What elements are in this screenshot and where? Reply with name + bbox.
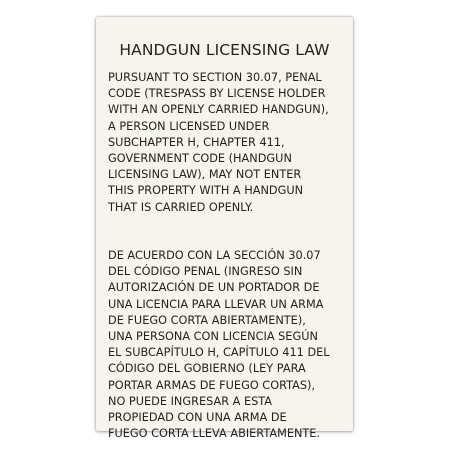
english-notice-line: THIS PROPERTY WITH A HANDGUN xyxy=(108,184,304,198)
spanish-notice-line: DEL CÓDIGO PENAL (INGRESO SIN xyxy=(108,265,303,279)
english-notice xyxy=(108,70,348,216)
spanish-notice-line: NO PUEDE INGRESAR A ESTA xyxy=(108,394,273,408)
spanish-notice-line: DE ACUERDO CON LA SECCIÓN 30.07 xyxy=(108,249,321,262)
spanish-notice-line: PROPIEDAD CON UNA ARMA DE xyxy=(108,411,287,425)
spanish-notice-line: UNA PERSONA CON LICENCIA SEGÚN xyxy=(108,330,318,344)
english-notice-line: PURSUANT TO SECTION 30.07, PENAL xyxy=(108,71,322,84)
english-notice-line: SUBCHAPTER H, CHAPTER 411, xyxy=(108,135,285,149)
english-notice-line: CODE (TRESPASS BY LICENSE HOLDER xyxy=(108,87,326,101)
spanish-notice xyxy=(108,248,348,442)
spanish-notice-line: CÓDIGO DEL GOBIERNO (LEY PARA xyxy=(108,362,306,376)
spanish-notice-line: DE FUEGO CORTA ABIERTAMENTE), xyxy=(108,313,306,327)
spanish-notice-line: EL SUBCAPÍTULO H, CAPÍTULO 411 DEL xyxy=(108,346,330,360)
spanish-notice-line: AUTORIZACIÓN DE UN PORTADOR DE xyxy=(108,281,320,295)
sign-title: HANDGUN LICENSING LAW xyxy=(119,41,330,59)
spanish-notice-line: PORTAR ARMAS DE FUEGO CORTAS), xyxy=(108,378,316,392)
spanish-notice-line: FUEGO CORTA LLEVA ABIERTAMENTE. xyxy=(108,427,321,441)
english-notice-line: WITH AN OPENLY CARRIED HANDGUN), xyxy=(108,103,329,117)
spanish-notice-line: UNA LICENCIA PARA LLEVAR UN ARMA xyxy=(108,297,324,311)
handgun-licensing-sign xyxy=(96,17,353,441)
english-notice-line: THAT IS CARRIED OPENLY. xyxy=(108,200,254,214)
english-notice-line: LICENSING LAW), MAY NOT ENTER xyxy=(108,168,302,182)
english-notice-line: GOVERNMENT CODE (HANDGUN xyxy=(108,152,292,166)
english-notice-line: A PERSON LICENSED UNDER xyxy=(108,119,270,133)
